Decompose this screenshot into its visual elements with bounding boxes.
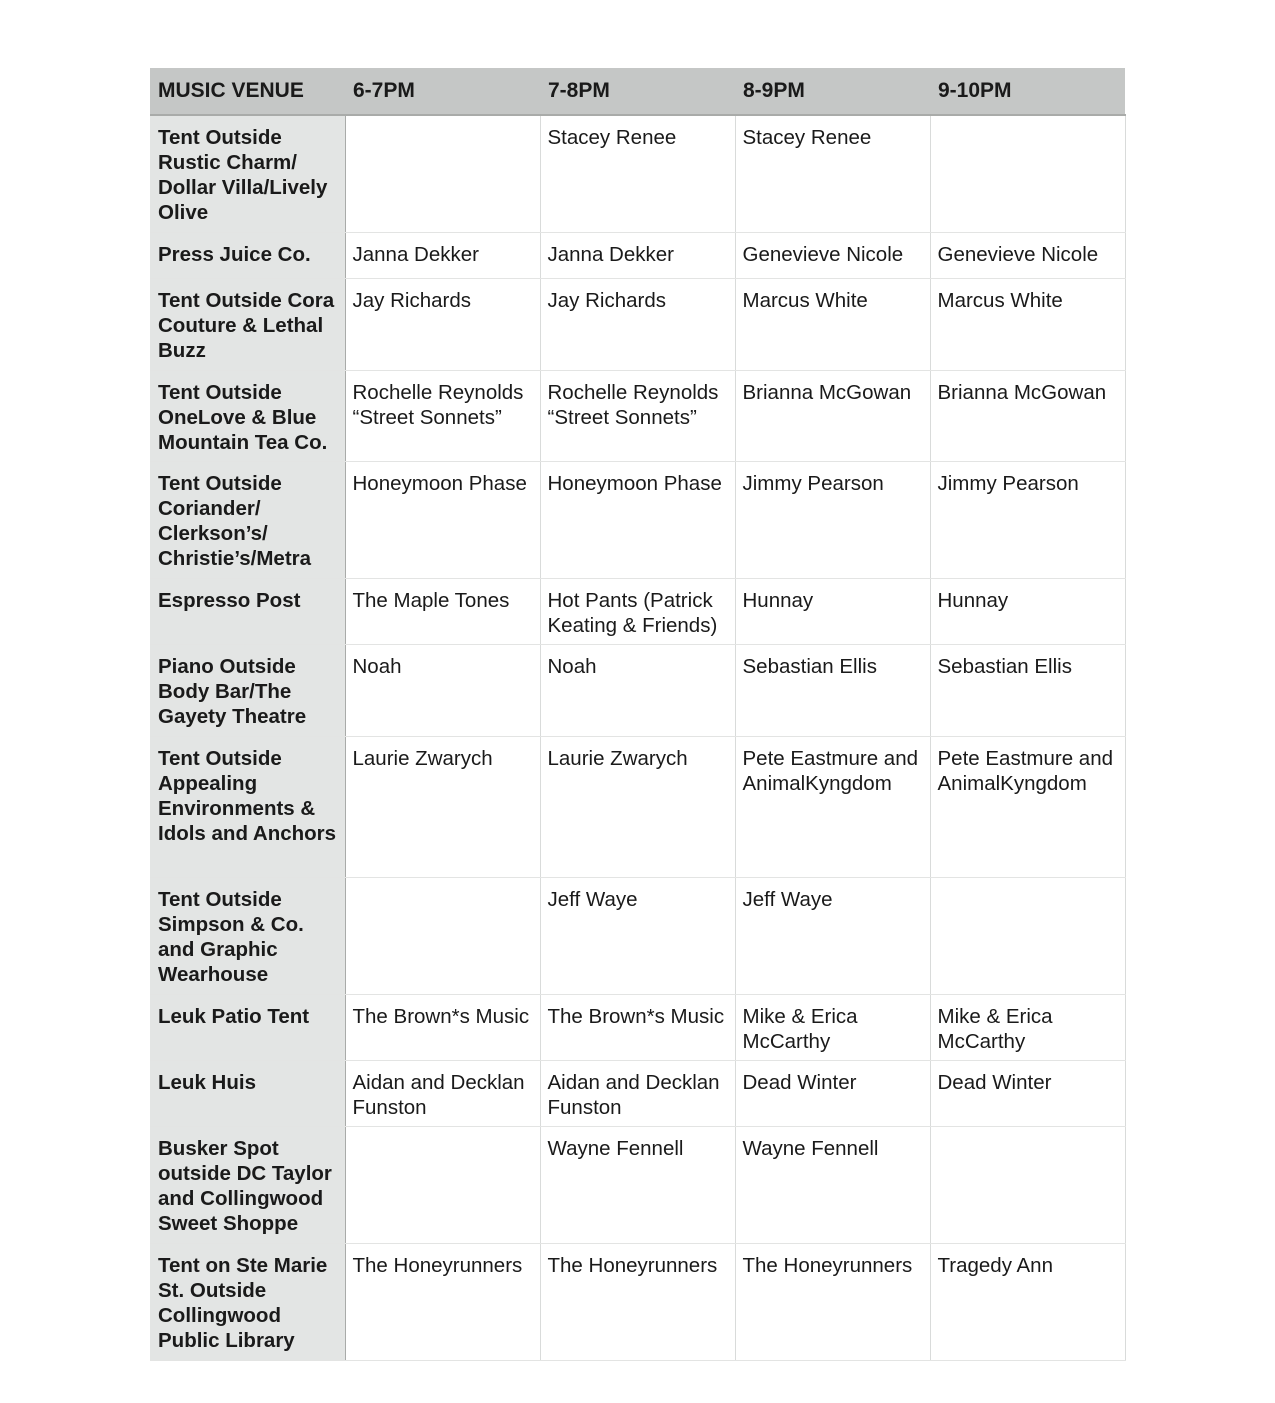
table-row [150,578,1125,644]
performer-cell: Jeff Waye [735,877,930,994]
schedule-table [150,68,1126,1361]
table-row [150,461,1125,578]
venue-cell: Tent Outside Simpson & Co. and Graphic Wearhouse [150,877,345,994]
venue-cell: Tent on Ste Marie St. Outside Collingwood Public Library [150,1243,345,1360]
table-row [150,1243,1125,1360]
performer-cell: Laurie Zwarych [540,736,735,877]
performer-cell: Dead Winter [930,1060,1125,1126]
performer-cell: Hunnay [735,578,930,644]
header-row [150,68,1125,115]
performer-cell: Genevieve Nicole [735,232,930,278]
performer-cell: Honeymoon Phase [540,461,735,578]
performer-cell: Aidan and Decklan Funston [345,1060,540,1126]
table-row [150,1126,1125,1243]
performer-cell: The Brown*s Music [345,994,540,1060]
performer-cell: Sebastian Ellis [930,644,1125,736]
header-slot-6-7pm: 6-7PM [345,68,540,115]
header-venue: MUSIC VENUE [150,68,345,115]
header-slot-8-9pm: 8-9PM [735,68,930,115]
table-row [150,994,1125,1060]
performer-cell: Dead Winter [735,1060,930,1126]
performer-cell: Pete Eastmure and AnimalKyngdom [930,736,1125,877]
performer-cell: Rochelle Reynolds “Street Sonnets” [345,370,540,461]
performer-cell [345,877,540,994]
performer-cell [345,115,540,232]
performer-cell: Genevieve Nicole [930,232,1125,278]
performer-cell: Noah [540,644,735,736]
performer-cell: Jay Richards [345,278,540,370]
table-row [150,736,1125,877]
table-row [150,278,1125,370]
performer-cell: Jeff Waye [540,877,735,994]
venue-cell: Espresso Post [150,578,345,644]
table-row [150,877,1125,994]
performer-cell: Marcus White [930,278,1125,370]
performer-cell: Stacey Renee [540,115,735,232]
venue-cell: Press Juice Co. [150,232,345,278]
performer-cell: Brianna McGowan [930,370,1125,461]
performer-cell: Hunnay [930,578,1125,644]
performer-cell [930,115,1125,232]
performer-cell: Jimmy Pearson [735,461,930,578]
performer-cell: Noah [345,644,540,736]
performer-cell: Hot Pants (Patrick Keating & Friends) [540,578,735,644]
venue-cell: Leuk Huis [150,1060,345,1126]
venue-cell: Busker Spot outside DC Taylor and Collingwood Sweet Shoppe [150,1126,345,1243]
table-row [150,370,1125,461]
table-row [150,1060,1125,1126]
venue-cell: Tent Outside Rustic Charm/ Dollar Villa/Lively Olive [150,115,345,232]
performer-cell: The Honeyrunners [540,1243,735,1360]
performer-cell: Stacey Renee [735,115,930,232]
venue-cell: Tent Outside OneLove & Blue Mountain Tea Co. [150,370,345,461]
performer-cell: Aidan and Decklan Funston [540,1060,735,1126]
performer-cell: Jimmy Pearson [930,461,1125,578]
table-row [150,232,1125,278]
performer-cell: Mike & Erica McCarthy [735,994,930,1060]
performer-cell: Pete Eastmure and AnimalKyngdom [735,736,930,877]
performer-cell: The Honeyrunners [345,1243,540,1360]
performer-cell: Marcus White [735,278,930,370]
venue-cell: Piano Outside Body Bar/The Gayety Theatre [150,644,345,736]
performer-cell [930,1126,1125,1243]
performer-cell: Mike & Erica McCarthy [930,994,1125,1060]
performer-cell: Laurie Zwarych [345,736,540,877]
header-slot-7-8pm: 7-8PM [540,68,735,115]
performer-cell: Tragedy Ann [930,1243,1125,1360]
header-slot-9-10pm: 9-10PM [930,68,1125,115]
venue-cell: Tent Outside Cora Couture & Lethal Buzz [150,278,345,370]
table-row [150,644,1125,736]
performer-cell: The Honeyrunners [735,1243,930,1360]
performer-cell [345,1126,540,1243]
performer-cell: The Brown*s Music [540,994,735,1060]
performer-cell [930,877,1125,994]
table-row [150,115,1125,232]
performer-cell: Sebastian Ellis [735,644,930,736]
performer-cell: Rochelle Reynolds “Street Sonnets” [540,370,735,461]
performer-cell: Jay Richards [540,278,735,370]
performer-cell: Janna Dekker [540,232,735,278]
performer-cell: Janna Dekker [345,232,540,278]
performer-cell: Honeymoon Phase [345,461,540,578]
venue-cell: Leuk Patio Tent [150,994,345,1060]
performer-cell: Wayne Fennell [735,1126,930,1243]
performer-cell: Wayne Fennell [540,1126,735,1243]
venue-cell: Tent Outside Appealing Environments & Idols and Anchors [150,736,345,877]
performer-cell: The Maple Tones [345,578,540,644]
performer-cell: Brianna McGowan [735,370,930,461]
venue-cell: Tent Outside Coriander/ Clerkson’s/ Christie’s/Metra [150,461,345,578]
